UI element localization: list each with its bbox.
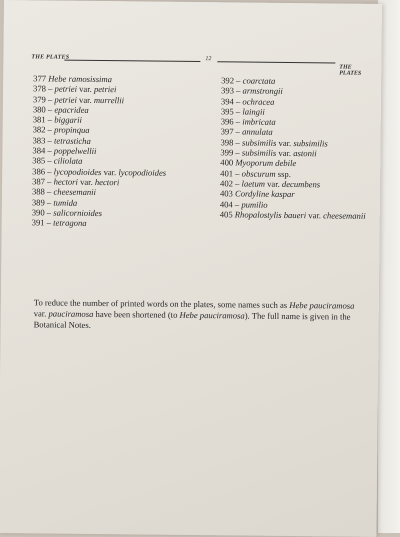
running-head: THE PLATES	[31, 54, 70, 61]
name-dash: –	[235, 178, 240, 189]
species-name: biggarii	[54, 114, 83, 126]
note-text-1: To reduce the number of printed words on the plates, some names such as	[33, 297, 290, 311]
name-dash: –	[235, 106, 241, 117]
species-name: laetum	[241, 178, 266, 189]
note-italic-1: Hebe pauciramosa	[289, 300, 355, 311]
rank-label: var.	[278, 137, 292, 148]
species-name: epacridea	[54, 104, 89, 115]
plate-number: 391	[31, 217, 45, 228]
name-dash: –	[234, 198, 240, 210]
rank-label: var.	[267, 178, 280, 189]
infraspecific-name: astonii	[293, 148, 317, 159]
name-dash: –	[47, 166, 52, 177]
species-name: subsimilis	[241, 147, 277, 158]
plate-number: 402	[220, 178, 234, 189]
name-dash: –	[47, 124, 53, 135]
plate-number: 384	[32, 145, 46, 156]
rank-label: var.	[79, 94, 92, 105]
name-dash: –	[47, 145, 52, 156]
plate-number: 394	[220, 95, 234, 107]
plate-number: 396	[220, 116, 234, 127]
plate-number: 378	[33, 83, 47, 94]
rank-label: var.	[103, 166, 117, 177]
species-name: ochracea	[242, 96, 275, 107]
rank-label: ssp.	[277, 168, 291, 179]
species-name: annulata	[242, 126, 273, 138]
species-name: tetrasticha	[53, 135, 91, 146]
header-rule-left	[64, 60, 200, 62]
note-italic-2: pauciramosa	[48, 308, 94, 319]
species-name: salicornioides	[53, 207, 103, 218]
plate-number: 390	[31, 207, 45, 218]
infraspecific-name: petriei	[93, 84, 117, 95]
name-dash: –	[47, 104, 53, 115]
rank-label: var.	[80, 176, 93, 187]
name-dash: –	[46, 207, 52, 218]
plate-number: 382	[32, 124, 46, 135]
name-dash: –	[46, 186, 52, 197]
name-dash: –	[47, 135, 52, 146]
infraspecific-name: decumbens	[281, 178, 321, 190]
species-name: Rhopalostylis baueri	[234, 209, 307, 221]
name-dash: –	[47, 176, 52, 187]
infraspecific-name: subsimilis	[293, 137, 328, 149]
running-head-right: THE PLATES	[339, 64, 362, 77]
name-dash: –	[235, 137, 240, 148]
note-text-4: ). The full name is given in the Botanical Notes.	[33, 310, 351, 330]
name-dash: –	[235, 147, 240, 158]
species-name: petriei	[54, 83, 78, 95]
plate-list-right	[220, 75, 400, 221]
plate-number: 381	[32, 114, 46, 125]
rank-label: var.	[308, 210, 322, 221]
species-name: ciliolata	[53, 155, 83, 167]
infraspecific-name: lycopodioides	[118, 166, 167, 178]
infraspecific-name: murrellii	[93, 94, 125, 105]
page-header	[31, 50, 369, 77]
name-dash: –	[46, 197, 52, 208]
species-name: Cordyline kaspar	[234, 188, 295, 200]
plate-number: 405	[219, 209, 233, 220]
species-name: tetragona	[53, 217, 87, 229]
species-name: Hebe ramosissima	[48, 73, 113, 85]
shortened-names-note	[34, 297, 364, 333]
species-name: lycopodioides	[53, 166, 102, 177]
name-dash: –	[235, 116, 241, 127]
plate-number: 377	[33, 73, 47, 84]
rank-label: var.	[278, 147, 292, 159]
infraspecific-name: hectori	[94, 176, 120, 188]
name-dash: –	[48, 83, 53, 94]
species-name: petriei	[54, 94, 77, 105]
plate-number: 393	[221, 85, 235, 96]
plate-number: 399	[220, 147, 234, 158]
name-dash: –	[235, 168, 240, 179]
species-name: laingii	[242, 106, 265, 117]
plate-number: 404	[219, 198, 233, 209]
species-name: subsimilis	[241, 137, 277, 148]
rank-label: var.	[79, 84, 92, 95]
name-dash: –	[235, 126, 241, 137]
plate-number: 389	[31, 196, 45, 208]
species-name: Myoporum debile	[235, 157, 297, 169]
species-name: imbricata	[242, 116, 276, 128]
plate-number: 387	[32, 176, 46, 187]
plate-number: 397	[220, 126, 234, 137]
species-name: coarctata	[242, 75, 276, 86]
name-dash: –	[236, 75, 241, 86]
plate-list-left	[32, 73, 214, 229]
plate-number: 385	[32, 155, 46, 166]
note-text-3: have been shortened (to	[93, 308, 180, 320]
name-dash: –	[46, 217, 52, 228]
species-name: armstrongii	[242, 85, 283, 97]
plate-number: 403	[219, 188, 233, 199]
plate-number: 392	[221, 75, 235, 86]
infraspecific-name: cheesemanii	[323, 210, 366, 221]
species-name: poppelwellii	[53, 145, 97, 157]
species-name: propinqua	[54, 125, 90, 136]
plate-number: 401	[220, 167, 234, 179]
plate-number: 380	[32, 104, 46, 115]
name-dash: –	[47, 94, 53, 105]
plate-number: 395	[220, 106, 234, 117]
plate-list-item	[32, 217, 212, 229]
species-name: pumilio	[241, 199, 268, 210]
name-dash: –	[235, 96, 241, 107]
plate-number: 386	[32, 165, 46, 177]
species-name: tumida	[53, 197, 78, 208]
plate-number: 398	[220, 137, 234, 148]
page-number: 12	[205, 56, 212, 63]
species-name: cheesemanii	[53, 186, 97, 198]
name-dash: –	[47, 155, 52, 166]
name-dash: –	[47, 114, 53, 125]
plate-number: 383	[32, 135, 46, 146]
note-text-2: var.	[33, 308, 49, 319]
species-name: obscurum	[241, 168, 276, 179]
name-dash: –	[236, 85, 241, 96]
plate-number: 400	[220, 157, 234, 168]
header-rule-right	[217, 61, 335, 63]
species-name: hectori	[53, 176, 78, 187]
note-italic-3: Hebe pauciramosa	[179, 309, 245, 321]
plate-list-item	[220, 209, 400, 221]
plate-number: 388	[31, 186, 45, 197]
plate-number: 379	[32, 93, 46, 105]
